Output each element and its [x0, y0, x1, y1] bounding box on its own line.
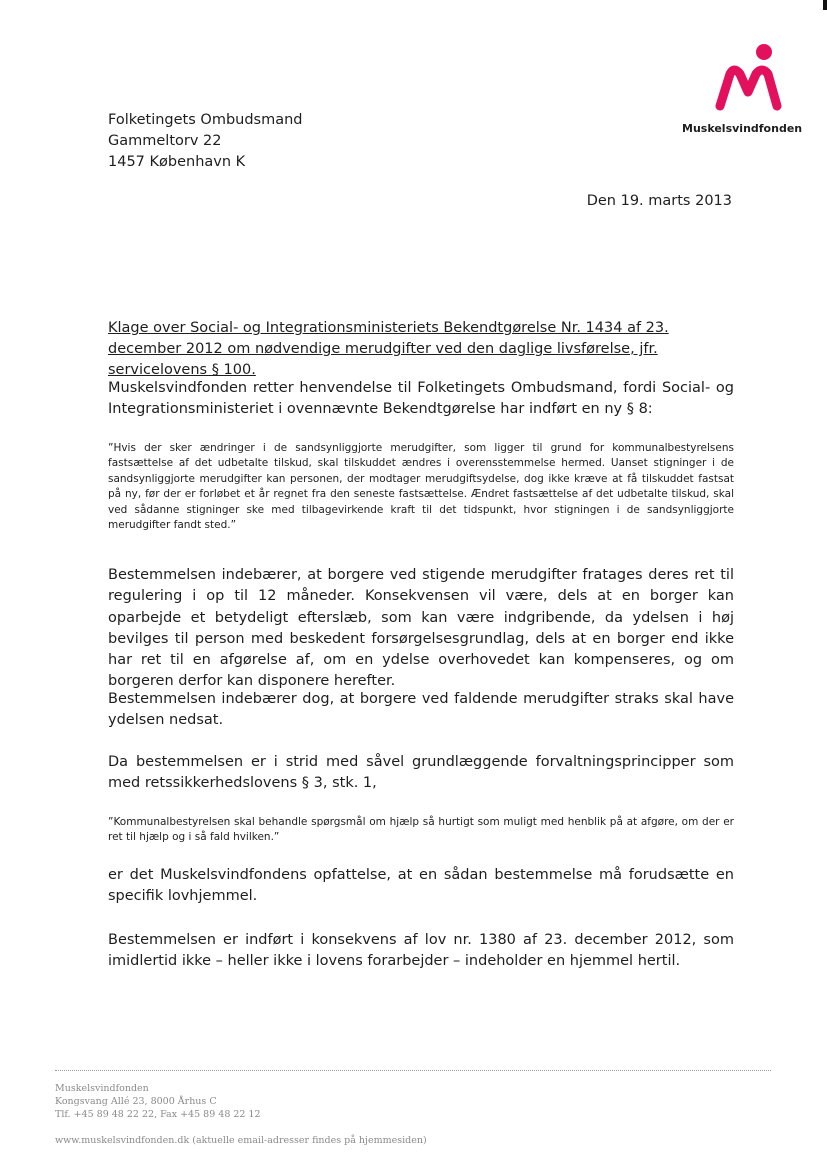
recipient-city: 1457 København K: [108, 154, 246, 170]
footer-org: Muskelsvindfonden: [55, 1083, 149, 1094]
paragraph-consequence: Bestemmelsen indebærer, at borgere ved stigende merudgifter fratages deres ret til regulering i op til 12 måneder. Konsekvensen vil være, dels at en borger kan oparbejde et betydeligt efterslæb, som kan være indgribende, da ydelsen i høj bevilges til person med beskedent forsørgelsesgrundlag, dels at en borger end ikke har ret til en afgørelse af, om en ydelse overhovedet kan kompenseres, og om borgeren derfor kan disponere herefter.: [108, 567, 734, 690]
footer-divider: [55, 1070, 771, 1071]
quote-retssikkerhedsloven: ”Kommunalbestyrelsen skal behandle spørgsmål om hjælp så hurtigt som muligt med henblik på at afgøre, om der er ret til hjælp og i så fald hvilken.”: [108, 816, 734, 844]
footer-street: Kongsvang Allé 23, 8000 Århus C: [55, 1096, 217, 1107]
footer-phone: Tlf. +45 89 48 22 22, Fax +45 89 48 22 12: [55, 1109, 261, 1120]
letter-subject: Klage over Social- og Integrationsministeriets Bekendtgørelse Nr. 1434 af 23. december 2012 om nødvendige merudgifter ved den daglige livsførelse, jfr. servicelovens § 100.: [108, 320, 669, 378]
scan-corner-mark: [823, 0, 827, 10]
paragraph-falling-costs: Bestemmelsen indebærer dog, at borgere ved faldende merudgifter straks skal have ydelsen nedsat.: [108, 691, 734, 729]
recipient-name: Folketingets Ombudsmand: [108, 112, 303, 128]
paragraph-conflict: Da bestemmelsen er i strid med såvel grundlæggende forvaltningsprincipper som med retssikkerhedslovens § 3, stk. 1,: [108, 754, 734, 792]
footer-address: [55, 1082, 261, 1121]
recipient-address: [108, 110, 303, 173]
recipient-street: Gammeltorv 22: [108, 133, 222, 149]
letter-date: Den 19. marts 2013: [586, 193, 732, 209]
paragraph-law-reference: Bestemmelsen er indført i konsekvens af lov nr. 1380 af 23. december 2012, som imidlertid ikke – heller ikke i lovens forarbejder – indeholder en hjemmel hertil.: [108, 932, 734, 970]
logo-wordmark: Muskelsvindfonden: [682, 122, 803, 135]
footer-website[interactable]: www.muskelsvindfonden.dk (aktuelle email-adresser findes på hjemmesiden): [55, 1135, 427, 1146]
paragraph-intro: Muskelsvindfonden retter henvendelse til Folketingets Ombudsmand, fordi Social- og Integrationsministeriet i ovennævnte Bekendtgørelse har indført en ny § 8:: [108, 380, 734, 418]
quote-paragraph-8: ”Hvis der sker ændringer i de sandsynliggjorte merudgifter, som ligger til grund for kommunalbestyrelsens fastsættelse af det udbetalte tilskud, skal tilskuddet ændres i overensstemmelse hermed. Uanset stigninger i de sandsynliggjorte merudgifter kan personen, der modtager merudgiftsydelse, dog ikke kræve at få tilskuddet fastsat på ny, før der er forløbet et år regnet fra den seneste fastsættelse. Ændret fastsættelse af det udbetalte tilskud, skal ved sådanne stigninger ske med tilbagevirkende kraft til det tidspunkt, hvor stigningen i de sandsynliggjorte merudgifter fandt sted.”: [108, 442, 734, 532]
paragraph-opinion: er det Muskelsvindfondens opfattelse, at en sådan bestemmelse må forudsætte en specifik lovhjemmel.: [108, 867, 734, 905]
